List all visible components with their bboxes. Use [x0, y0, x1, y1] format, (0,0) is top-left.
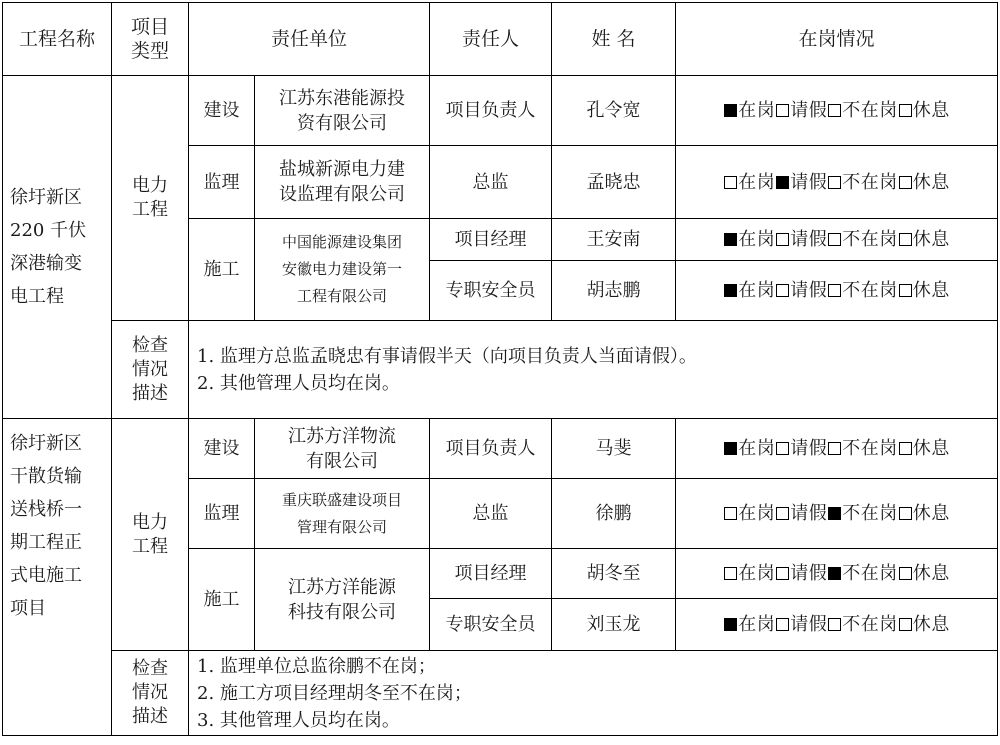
unchecked-box-icon — [828, 284, 841, 297]
project-name-line: 徐圩新区 — [10, 433, 82, 454]
check-label-line: 检查 — [132, 334, 168, 356]
unchecked-box-icon — [776, 284, 789, 297]
description-line: 1. 监理单位总监徐鹏不在岗； — [197, 655, 436, 677]
unit-cell — [255, 219, 430, 321]
project-name-cell — [3, 419, 112, 736]
status-option-label: 在岗 — [738, 229, 776, 250]
checked-box-icon — [724, 442, 737, 455]
check-description-cell — [189, 321, 998, 419]
role-cell: 建设 — [189, 419, 255, 479]
project-name-line: 电工程 — [10, 286, 64, 307]
person-name-cell: 孔令宽 — [552, 76, 676, 146]
header-responsible-unit: 责任单位 — [189, 3, 430, 76]
unchecked-box-icon — [724, 176, 737, 189]
status-cell — [676, 549, 998, 599]
status-option-label: 在岗 — [738, 614, 776, 635]
project-name-line: 220 千伏 — [10, 220, 87, 241]
unit-cell — [255, 479, 430, 549]
header-name: 姓 名 — [552, 3, 676, 76]
unchecked-box-icon — [899, 567, 912, 580]
project-name-line: 干散货输 — [10, 466, 82, 487]
header-project-type — [112, 3, 189, 76]
unchecked-box-icon — [899, 176, 912, 189]
unit-line: 工程有限公司 — [297, 287, 388, 305]
header-responsible-person: 责任人 — [430, 3, 552, 76]
unit-cell — [255, 419, 430, 479]
status-cell — [676, 599, 998, 651]
unit-line: 重庆联盛建设项目 — [282, 490, 403, 509]
unit-cell — [255, 549, 430, 651]
person-title-cell: 总监 — [430, 479, 552, 549]
project-name-line: 送栈桥一 — [10, 499, 82, 520]
status-option-label: 休息 — [912, 614, 950, 635]
project-type-line: 电力 — [132, 511, 168, 533]
project-type-cell — [112, 419, 189, 651]
status-option-label: 请假 — [790, 438, 828, 459]
unchecked-box-icon — [776, 442, 789, 455]
status-option-label: 不在岗 — [842, 503, 898, 524]
status-option-label: 休息 — [912, 100, 950, 121]
project-name-line: 徐圩新区 — [10, 187, 82, 208]
project-name-line: 深港输变 — [10, 253, 82, 274]
status-cell — [676, 76, 998, 146]
checked-box-icon — [724, 284, 737, 297]
person-title-cell: 项目经理 — [430, 219, 552, 261]
check-label-cell — [112, 321, 189, 419]
check-description-cell — [189, 651, 998, 736]
status-option-label: 不在岗 — [842, 614, 898, 635]
unchecked-box-icon — [724, 567, 737, 580]
project-name-line: 式电施工 — [10, 565, 82, 586]
unchecked-box-icon — [828, 442, 841, 455]
status-option-label: 休息 — [912, 171, 950, 193]
project-name-line: 期工程正 — [10, 532, 82, 553]
checked-box-icon — [828, 567, 841, 580]
unchecked-box-icon — [828, 176, 841, 189]
status-cell — [676, 479, 998, 549]
unit-line: 江苏方洋物流 — [288, 425, 396, 447]
checked-box-icon — [724, 104, 737, 117]
project-type-cell — [112, 76, 189, 321]
header-project-name: 工程名称 — [3, 3, 112, 76]
unit-line: 中国能源建设集团 — [282, 233, 403, 251]
description-line: 2. 施工方项目经理胡冬至不在岗； — [197, 682, 472, 704]
unchecked-box-icon — [899, 507, 912, 520]
checked-box-icon — [828, 507, 841, 520]
checked-box-icon — [776, 176, 789, 189]
status-option-label: 请假 — [790, 229, 828, 250]
person-title-cell: 总监 — [430, 146, 552, 219]
role-cell: 建设 — [189, 76, 255, 146]
status-option-label: 不在岗 — [842, 563, 898, 584]
unchecked-box-icon — [828, 104, 841, 117]
person-name-cell: 胡志鹏 — [552, 261, 676, 321]
project-type-line: 工程 — [132, 199, 168, 220]
unit-line: 科技有限公司 — [288, 601, 396, 623]
person-name-cell: 徐鹏 — [552, 479, 676, 549]
person-name-cell: 胡冬至 — [552, 549, 676, 599]
status-cell — [676, 419, 998, 479]
check-label-line: 情况 — [132, 682, 168, 703]
description-line: 1. 监理方总监孟晓忠有事请假半天（向项目负责人当面请假）。 — [197, 345, 697, 367]
unit-cell — [255, 146, 430, 219]
person-name-cell: 王安南 — [552, 219, 676, 261]
header-type-line: 类型 — [130, 40, 169, 62]
check-label-line: 检查 — [132, 658, 168, 679]
person-title-cell: 专职安全员 — [430, 261, 552, 321]
description-line: 2. 其他管理人员均在岗。 — [197, 372, 400, 394]
unchecked-box-icon — [776, 104, 789, 117]
role-cell: 施工 — [189, 549, 255, 651]
unit-line: 设监理有限公司 — [279, 184, 405, 205]
status-cell — [676, 146, 998, 219]
check-label-line: 描述 — [132, 382, 168, 404]
unchecked-box-icon — [899, 104, 912, 117]
status-option-label: 请假 — [790, 614, 828, 635]
unchecked-box-icon — [899, 284, 912, 297]
person-title-cell: 项目经理 — [430, 549, 552, 599]
unit-line: 管理有限公司 — [297, 517, 388, 536]
status-option-label: 在岗 — [738, 171, 776, 193]
person-name-cell: 刘玉龙 — [552, 599, 676, 651]
role-cell: 施工 — [189, 219, 255, 321]
header-type-line: 项目 — [130, 16, 169, 38]
unit-line: 江苏方洋能源 — [288, 576, 396, 598]
status-cell — [676, 261, 998, 321]
unchecked-box-icon — [724, 507, 737, 520]
status-option-label: 休息 — [912, 280, 950, 301]
header-row — [3, 3, 998, 76]
checked-box-icon — [724, 233, 737, 246]
person-name-cell: 马斐 — [552, 419, 676, 479]
status-option-label: 在岗 — [738, 100, 776, 121]
status-option-label: 请假 — [790, 563, 828, 584]
status-option-label: 休息 — [912, 438, 950, 459]
project-name-line: 项目 — [10, 598, 46, 619]
unchecked-box-icon — [899, 233, 912, 246]
status-option-label: 在岗 — [738, 438, 776, 459]
status-option-label: 在岗 — [738, 280, 776, 301]
unchecked-box-icon — [776, 567, 789, 580]
status-option-label: 请假 — [790, 171, 828, 193]
unit-line: 有限公司 — [306, 450, 378, 472]
table-row — [3, 76, 998, 146]
status-option-label: 休息 — [912, 563, 950, 584]
status-option-label: 不在岗 — [842, 100, 898, 121]
unchecked-box-icon — [776, 618, 789, 631]
duty-status-table — [2, 2, 998, 736]
unchecked-box-icon — [776, 507, 789, 520]
unchecked-box-icon — [899, 442, 912, 455]
unit-line: 资有限公司 — [297, 112, 387, 134]
role-cell: 监理 — [189, 146, 255, 219]
status-option-label: 请假 — [790, 100, 828, 121]
project-name-cell — [3, 76, 112, 419]
unit-line: 安徽电力建设第一 — [282, 260, 403, 278]
table-row — [3, 321, 998, 419]
status-cell — [676, 219, 998, 261]
unit-cell — [255, 76, 430, 146]
table-row — [3, 651, 998, 736]
status-option-label: 不在岗 — [842, 280, 898, 301]
person-title-cell: 项目负责人 — [430, 76, 552, 146]
role-cell: 监理 — [189, 479, 255, 549]
person-name-cell: 孟晓忠 — [552, 146, 676, 219]
status-option-label: 在岗 — [738, 503, 776, 524]
project-type-line: 电力 — [132, 175, 168, 196]
unchecked-box-icon — [828, 233, 841, 246]
status-option-label: 不在岗 — [842, 438, 898, 459]
status-option-label: 在岗 — [738, 563, 776, 584]
status-option-label: 休息 — [912, 503, 950, 524]
check-label-line: 描述 — [132, 706, 168, 727]
status-option-label: 不在岗 — [842, 171, 898, 193]
status-option-label: 休息 — [912, 229, 950, 250]
unit-line: 盐城新源电力建 — [279, 159, 405, 180]
unchecked-box-icon — [776, 233, 789, 246]
unit-line: 江苏东港能源投 — [279, 87, 405, 109]
checked-box-icon — [724, 618, 737, 631]
header-duty-status: 在岗情况 — [676, 3, 998, 76]
project-type-line: 工程 — [132, 535, 168, 557]
description-line: 3. 其他管理人员均在岗。 — [197, 709, 400, 731]
check-label-line: 情况 — [132, 358, 168, 380]
status-option-label: 不在岗 — [842, 229, 898, 250]
unchecked-box-icon — [899, 618, 912, 631]
status-option-label: 请假 — [790, 503, 828, 524]
person-title-cell: 专职安全员 — [430, 599, 552, 651]
status-option-label: 请假 — [790, 280, 828, 301]
check-label-cell — [112, 651, 189, 736]
table-row — [3, 419, 998, 479]
unchecked-box-icon — [828, 618, 841, 631]
person-title-cell: 项目负责人 — [430, 419, 552, 479]
